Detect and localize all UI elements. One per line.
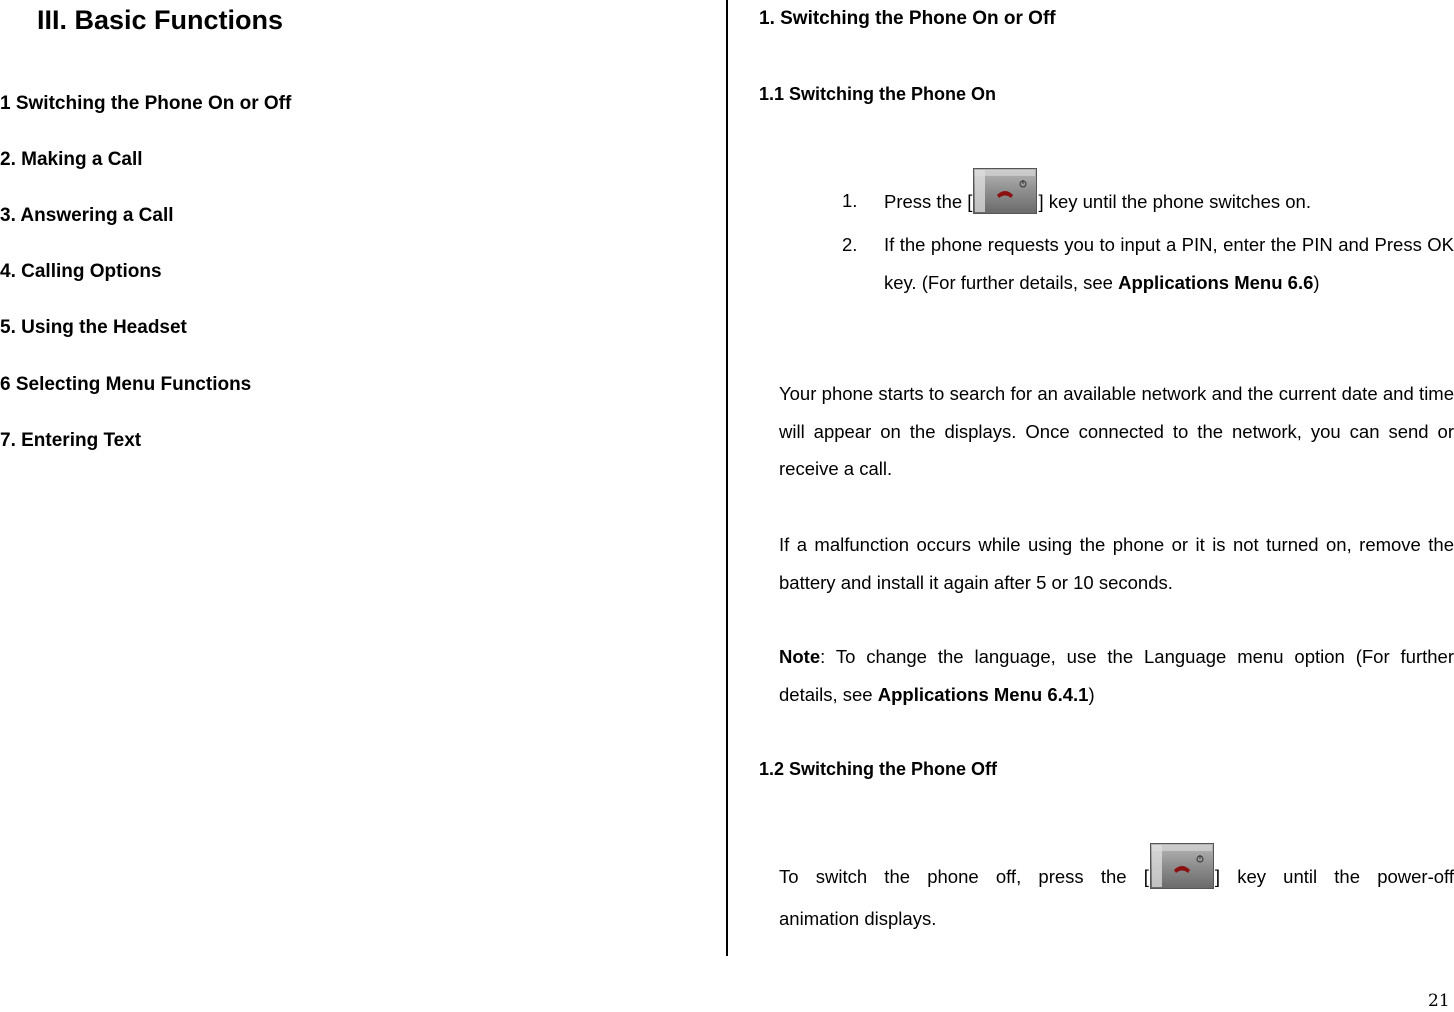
page-title: III. Basic Functions <box>37 5 284 35</box>
step-2-end: ) <box>1313 271 1320 293</box>
toc-item-4: 4. Calling Options <box>0 261 162 282</box>
note-end: ) <box>1088 683 1095 705</box>
toc-item-2: 2. Making a Call <box>0 149 143 170</box>
page-divider <box>726 0 728 956</box>
paragraph-network-search: Your phone starts to search for an available network and the current date and time will appear on the displays. Once connected to the network, you can send or receive a call. <box>779 383 1454 479</box>
step-2-body: If the phone requests you to input a PIN, enter the PIN and Press OK key. (For further details, see <box>884 234 1454 293</box>
note-label: Note <box>779 646 821 667</box>
power-end-key-icon <box>1150 843 1214 889</box>
toc-item-7: 7. Entering Text <box>0 430 142 451</box>
step-2-text <box>884 226 1454 301</box>
step-1-after: ] key until the phone switches on. <box>1038 191 1311 212</box>
step-2-reference: Applications Menu 6.6 <box>1118 271 1314 293</box>
page-number: 21 <box>1428 991 1450 1011</box>
paragraph-malfunction: If a malfunction occurs while using the phone or it is not turned on, remove the battery and install it again after 5 or 10 seconds. <box>779 534 1454 593</box>
switch-off-line-2: animation displays. <box>779 908 937 929</box>
step-1-number: 1. <box>842 190 858 211</box>
power-end-key-icon <box>973 168 1037 214</box>
toc-item-3: 3. Answering a Call <box>0 205 174 226</box>
toc-item-5: 5. Using the Headset <box>0 317 187 338</box>
switch-off-before: To switch the phone off, press the [ <box>779 866 1149 887</box>
toc-item-1: 1 Switching the Phone On or Off <box>0 93 292 114</box>
switch-off-after: ] key until the power-off <box>1214 866 1454 887</box>
subsection-heading-on: 1.1 Switching the Phone On <box>759 84 997 104</box>
toc-item-6: 6 Selecting Menu Functions <box>0 374 252 395</box>
subsection-heading-off: 1.2 Switching the Phone Off <box>759 759 998 779</box>
note-text: : To change the language, use the Language menu option (For further details, see <box>779 646 1454 705</box>
step-1-before: Press the [ <box>884 191 973 212</box>
section-heading: 1. Switching the Phone On or Off <box>759 8 1056 29</box>
step-2-number: 2. <box>842 234 858 255</box>
note-reference: Applications Menu 6.4.1 <box>877 683 1089 705</box>
note-paragraph <box>779 638 1454 713</box>
